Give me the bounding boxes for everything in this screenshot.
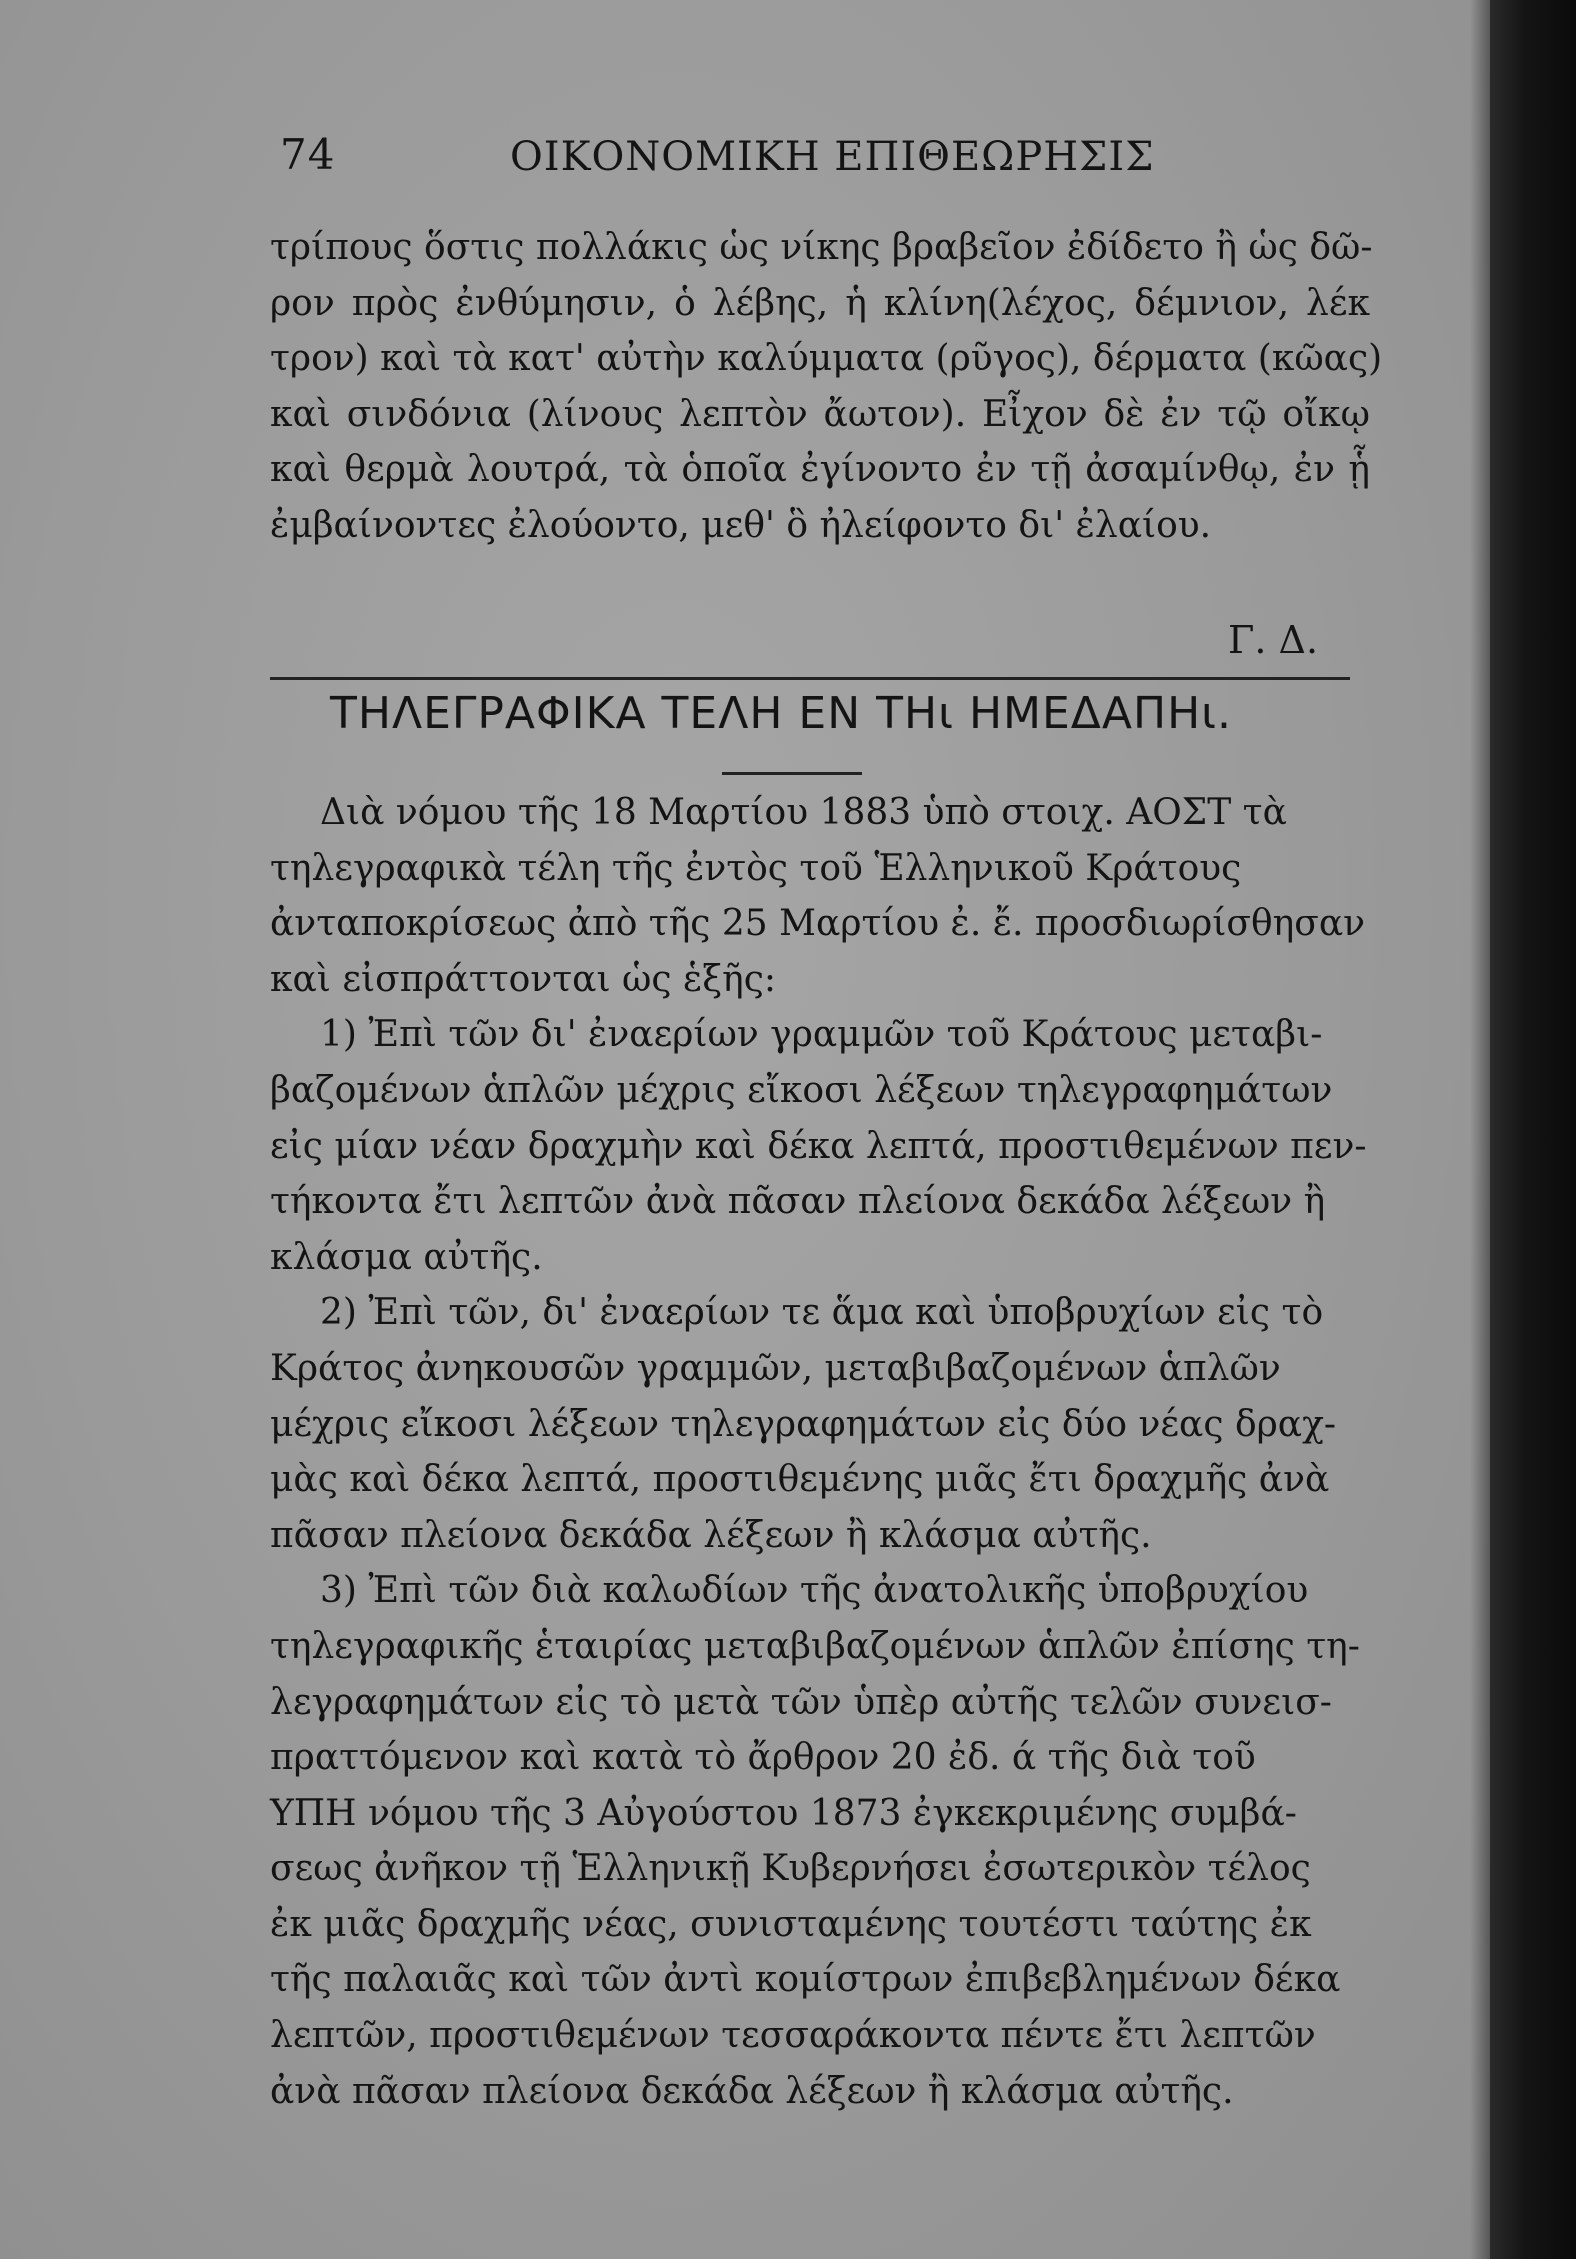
- text-line: βαζομένων ἁπλῶν μέχρις εἴκοσι λέξεων τηλεγραφημάτων: [270, 1069, 1333, 1111]
- text-line: λεπτῶν, προστιθεμένων τεσσαράκοντα πέντε ἔτι λεπτῶν: [270, 2015, 1316, 2057]
- text-line: ρον πρὸς ἐνθύμησιν, ὁ λέβης, ἡ κλίνη(λέχος, δέμνιον, λέκ: [270, 282, 1370, 324]
- list-item-1-start: 1) Ἐπὶ τῶν δι' ἐναερίων γραμμῶν τοῦ Κράτους μεταβι-: [320, 1014, 1323, 1056]
- text-line: τρον) καὶ τὰ κατ' αὐτὴν καλύμματα (ρῦγος), δέρματα (κῶας): [270, 338, 1383, 380]
- text-line: Κράτος ἀνηκουσῶν γραμμῶν, μεταβιβαζομένων ἁπλῶν: [270, 1347, 1281, 1389]
- text-line: τῆς παλαιᾶς καὶ τῶν ἀντὶ κομίστρων ἐπιβεβλημένων δέκα: [270, 1959, 1341, 2001]
- text-line: μὰς καὶ δέκα λεπτά, προστιθεμένης μιᾶς ἔτι δραχμῆς ἀνὰ: [270, 1459, 1330, 1501]
- text-line: ἀνταποκρίσεως ἀπὸ τῆς 25 Μαρτίου ἐ. ἔ. προσδιωρίσθησαν: [270, 903, 1366, 945]
- heading-underline: [722, 772, 862, 775]
- journal-title: ΟΙΚΟΝΟΜΙΚΗ ΕΠΙΘΕΩΡΗΣΙΣ: [510, 134, 1155, 180]
- text-line: Διὰ νόμου τῆς 18 Μαρτίου 1883 ὑπὸ στοιχ. ΑΟΣΤ τὰ: [320, 792, 1287, 833]
- text-line: καὶ εἰσπράττονται ὡς ἑξῆς:: [270, 958, 776, 1000]
- author-signature: Γ. Δ.: [1228, 618, 1319, 662]
- section-body: [270, 785, 1370, 2119]
- page-number: 74: [280, 130, 336, 179]
- text-line: πραττόμενον καὶ κατὰ τὸ ἄρθρον 20 ἐδ. ά τῆς διὰ τοῦ: [270, 1737, 1256, 1779]
- text-line: εἰς μίαν νέαν δραχμὴν καὶ δέκα λεπτά, προστιθεμένων πεν-: [270, 1125, 1367, 1167]
- text-line: τηλεγραφικὰ τέλη τῆς ἐντὸς τοῦ Ἑλληνικοῦ Κράτους: [270, 847, 1242, 889]
- list-item-2-start: 2) Ἐπὶ τῶν, δι' ἐναερίων τε ἅμα καὶ ὑποβρυχίων εἰς τὸ: [320, 1292, 1324, 1334]
- text-line: ἐμβαίνοντες ἐλούοντο, μεθ' ὃ ἠλείφοντο δι' ἐλαίου.: [270, 504, 1212, 546]
- text-line: καὶ θερμὰ λουτρά, τὰ ὁποῖα ἐγίνοντο ἐν τῇ ἀσαμίνθῳ, ἐν ᾗ: [270, 449, 1370, 491]
- section-heading: ΤΗΛΕΓΡΑΦΙΚΑ ΤΕΛΗ ΕΝ ΤΗι ΗΜΕΔΑΠΗι.: [330, 688, 1233, 739]
- text-line: τηλεγραφικῆς ἑταιρίας μεταβιβαζομένων ἁπλῶν ἐπίσης τη-: [270, 1625, 1360, 1667]
- text-line: σεως ἀνῆκον τῇ Ἑλληνικῇ Κυβερνήσει ἐσωτερικὸν τέλος: [270, 1848, 1311, 1890]
- text-line: τήκοντα ἔτι λεπτῶν ἀνὰ πᾶσαν πλείονα δεκάδα λέξεων ἢ: [270, 1181, 1326, 1223]
- previous-article-ending: [270, 220, 1383, 554]
- text-line: ἐκ μιᾶς δραχμῆς νέας, συνισταμένης τουτέστι ταύτης ἐκ: [270, 1903, 1312, 1945]
- text-line: λεγραφημάτων εἰς τὸ μετὰ τῶν ὑπὲρ αὐτῆς τελῶν συνεισ-: [270, 1681, 1332, 1723]
- text-line: ΥΠΗ νόμου τῆς 3 Αὐγούστου 1873 ἐγκεκριμένης συμβά-: [270, 1792, 1297, 1834]
- text-line: ἀνὰ πᾶσαν πλείονα δεκάδα λέξεων ἢ κλάσμα αὐτῆς.: [270, 2070, 1234, 2112]
- running-head: [280, 130, 1280, 200]
- text-line: καὶ σινδόνια (λίνους λεπτὸν ἄωτον). Εἶχον δὲ ἐν τῷ οἴκῳ: [270, 393, 1370, 435]
- book-spine: [1490, 0, 1576, 2259]
- list-item-3-start: 3) Ἐπὶ τῶν διὰ καλωδίων τῆς ἀνατολικῆς ὑποβρυχίου: [320, 1570, 1309, 1612]
- text-line: κλάσμα αὐτῆς.: [270, 1236, 543, 1278]
- section-divider: [270, 677, 1350, 680]
- text-line: μέχρις εἴκοσι λέξεων τηλεγραφημάτων εἰς δύο νέας δραχ-: [270, 1403, 1337, 1445]
- text-line: πᾶσαν πλείονα δεκάδα λέξεων ἢ κλάσμα αὐτῆς.: [270, 1514, 1152, 1556]
- text-line: τρίπους ὅστις πολλάκις ὡς νίκης βραβεῖον ἐδίδετο ἢ ὡς δῶ-: [270, 227, 1373, 268]
